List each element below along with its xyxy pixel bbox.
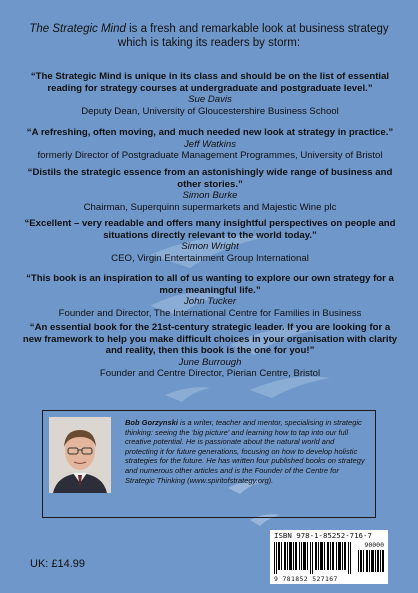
author-photo — [49, 417, 111, 493]
quote-author: June Burrough — [178, 356, 242, 368]
isbn-label: ISBN 978-1-85252-716-7 — [274, 531, 372, 540]
quote-text: “The Strategic Mind is unique in its class and should be on the list of essential reading for strategy courses at undergraduate and postgraduate level.” — [30, 71, 390, 94]
quote-author: Sue Davis — [188, 94, 232, 106]
quote-author: Simon Wright — [181, 241, 239, 253]
price-label: UK: £14.99 — [30, 558, 86, 570]
quote-block — [22, 127, 398, 162]
author-bio-text: is a writer, teacher and mentor, specialising in strategic thinking: seeing the 'big picture' and learning how to tap into our full creative potential. He is passionate about the natural world and protecting it for future generations, focusing on how to develop holistic strategies for the future. He has written four published books on strategy and numerous other articles and is the Founder of the Centre for Strategic Thinking (www.spiritofstrategy.org). — [125, 418, 365, 485]
quote-block — [22, 71, 398, 117]
intro-text: is a fresh and remarkable look at business strategy which is taking its readers by storm: — [117, 23, 389, 49]
quote-block — [22, 322, 398, 380]
author-portrait-icon — [49, 417, 111, 493]
intro-paragraph — [28, 22, 390, 50]
isbn-digits: 9 781852 527167 — [274, 575, 338, 583]
author-bio — [125, 418, 369, 485]
quote-block — [22, 167, 398, 213]
isbn-addon: 90000 — [364, 541, 384, 549]
quote-role: Chairman, Superquinn supermarkets and Majestic Wine plc — [83, 201, 337, 213]
barcode-icon — [274, 542, 354, 574]
quote-role: Deputy Dean, University of Gloucestershire Business School — [81, 105, 339, 117]
quote-text: “An essential book for the 21st-century strategic leader. If you are looking for a new framework to help you make difficult choices in your organisation with clarity and reality, then this book is the one for you!” — [22, 322, 398, 357]
quote-text: “A refreshing, often moving, and much needed new look at strategy in practice.” — [26, 127, 394, 138]
quote-text: “Distils the strategic essence from an astonishingly wide range of business and other stories.” — [27, 167, 393, 190]
isbn-barcode — [270, 530, 388, 584]
quote-author: Simon Burke — [182, 190, 238, 202]
quote-block — [22, 273, 398, 319]
author-bio-box — [42, 410, 376, 518]
quote-text: “This book is an inspiration to all of us wanting to explore our own strategy for a more meaningful life.” — [26, 273, 394, 296]
quote-role: CEO, Virgin Entertainment Group International — [111, 252, 309, 264]
quote-author: John Tucker — [183, 296, 237, 308]
quote-author: Jeff Watkins — [183, 138, 237, 150]
quote-role: Founder and Director, The International Centre for Families in Business — [58, 307, 362, 319]
quote-block — [22, 218, 398, 264]
quote-role: formerly Director of Postgraduate Management Programmes, University of Bristol — [37, 150, 383, 162]
quote-role: Founder and Centre Director, Pierian Centre, Bristol — [99, 368, 321, 380]
quote-text: “Excellent – very readable and offers many insightful perspectives on people and situations directly relevant to the world today.” — [24, 218, 396, 241]
author-name: Bob Gorzynski — [125, 418, 178, 427]
intro-title: The Strategic Mind — [29, 23, 126, 35]
addon-barcode-icon — [358, 550, 384, 572]
